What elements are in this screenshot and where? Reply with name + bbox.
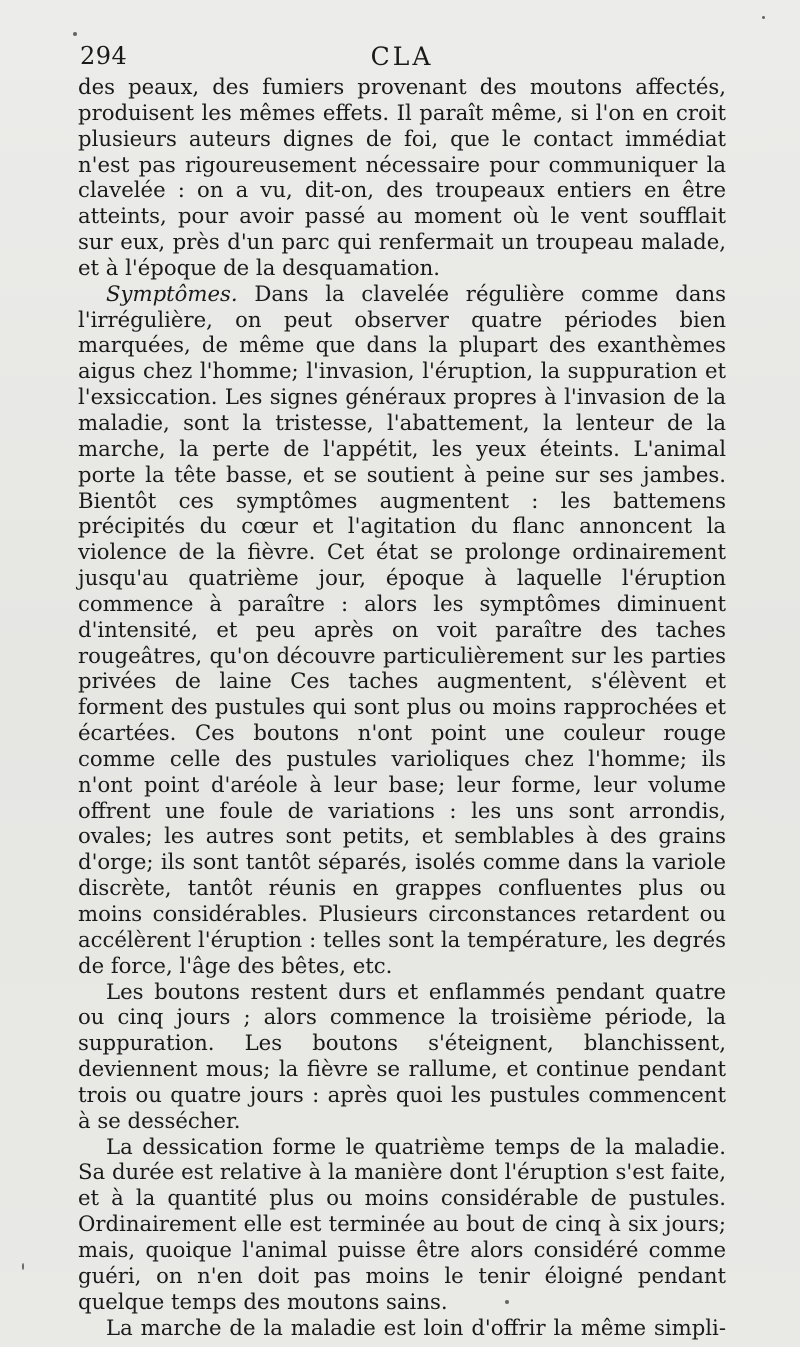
ink-speck — [73, 32, 77, 36]
ink-speck — [505, 1300, 509, 1304]
body-text — [78, 74, 726, 1340]
paragraph-symptoms — [78, 281, 726, 979]
paragraph-dessication — [78, 1134, 726, 1315]
paragraph-text: La dessication forme le quatrième temps de la maladie. Sa durée est relative à la manière dont l'éruption s'est faite, et à la quantité plus ou moins considérable de pustules. Ordinairement elle est terminée au bout de cinq à six jours; mais, quoique l'animal puisse être alors considéré comme guéri, on n'en doit pas moins le tenir éloigné pendant quelque temps des moutons sains. — [78, 1133, 726, 1314]
ink-speck — [762, 16, 765, 19]
ink-speck — [22, 1263, 24, 1270]
paragraph-text: La marche de la maladie est loin d'offrir la même simpli- — [106, 1314, 726, 1340]
paragraph-contagion — [78, 74, 726, 281]
paragraph-text: des peaux, des fumiers provenant des moutons affectés, produisent les mêmes effets. Il paraît même, si l'on en croit plusieurs auteurs dignes de foi, que le contact immédiat n'est pas rigoureusement nécessaire pour communiquer la clavelée : on a vu, dit-on, des troupeaux entiers en être atteints, pour avoir passé au moment où le vent soufflait sur eux, près d'un parc qui renfermait un troupeau malade, et à l'époque de la desquamation. — [78, 74, 726, 280]
running-head: CLA — [370, 42, 434, 71]
paragraph-suppuration — [78, 979, 726, 1134]
paragraph-text: Les boutons restent durs et enflammés pendant quatre ou cinq jours ; alors commence la troisième période, la suppuration. Les boutons s'éteignent, blanchissent, deviennent mous; la fièvre se rallume, et continue pendant trois ou quatre jours : après quoi les pustules commencent à se dessécher. — [78, 978, 726, 1133]
page-header — [78, 42, 726, 74]
paragraph-marche — [78, 1315, 726, 1341]
section-title-symptoms: Symptômes. — [106, 280, 238, 306]
paragraph-text: Dans la clavelée régulière comme dans l'irrégulière, on peut observer quatre périodes bien marquées, de même que dans la plupart des exanthèmes aigus chez l'homme; l'invasion, l'éruption, la suppuration et l'exsiccation. Les signes généraux propres à l'invasion de la maladie, sont la tristesse, l'abattement, la lenteur de la marche, la perte de l'appétit, les yeux éteints. L'animal porte la tête basse, et se soutient à peine sur ses jambes. Bientôt ces symptômes augmentent : les battemens précipités du cœur et l'agitation du flanc annoncent la violence de la fièvre. Cet état se prolonge ordinairement jusqu'au quatrième jour, époque à laquelle l'éruption commence à paraître : alors les symptômes diminuent d'intensité, et peu après on voit paraître des taches rougeâtres, qu'on découvre particulièrement sur les parties privées de laine Ces taches augmentent, s'élèvent et forment des pustules qui sont plus ou moins rapprochées et écartées. Ces boutons n'ont point une couleur rouge comme celle des pustules varioliques chez l'homme; ils n'ont point d'aréole à leur base; leur forme, leur volume offrent une foule de variations : les uns sont arrondis, ovales; les autres sont petits, et semblables à des grains d'orge; ils sont tantôt séparés, isolés comme dans la variole discrète, tantôt réunis en grappes confluentes plus ou moins considérables. Plusieurs circonstances retardent ou accélèrent l'éruption : telles sont la température, les degrés de force, l'âge des bêtes, etc. — [78, 280, 726, 978]
page-number: 294 — [80, 42, 128, 70]
